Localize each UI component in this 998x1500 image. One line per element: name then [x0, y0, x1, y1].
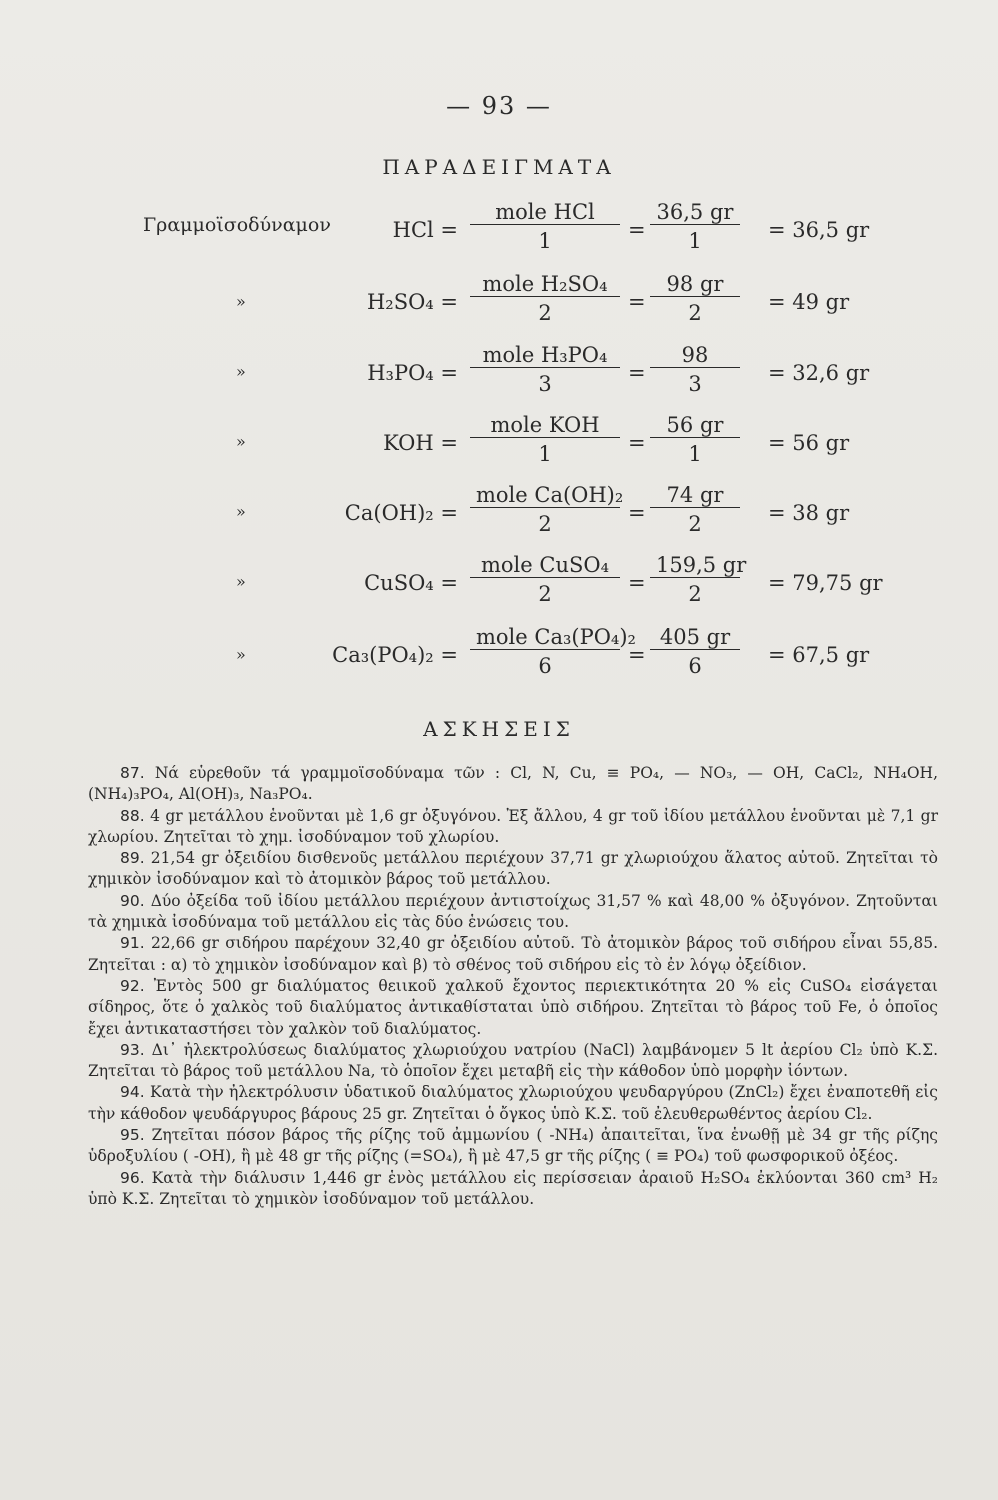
exercise-number: 92. — [120, 976, 145, 995]
section-title-exercises: ΑΣΚΗΣΕΙΣ — [423, 717, 575, 741]
mole-fraction — [470, 625, 636, 678]
equation-result: = 32,6 gr — [768, 361, 870, 385]
fraction-denominator: 1 — [538, 229, 552, 253]
mole-fraction — [470, 413, 620, 466]
exercise-item — [88, 763, 938, 806]
equals-sign: = — [628, 643, 646, 667]
gram-fraction — [650, 200, 740, 253]
equals-sign: = — [628, 431, 646, 455]
gram-fraction — [650, 272, 740, 325]
fraction-denominator: 1 — [688, 229, 702, 253]
fraction-denominator: 2 — [688, 512, 702, 536]
fraction-numerator: 56 gr — [650, 413, 740, 438]
fraction-denominator: 1 — [538, 442, 552, 466]
exercise-text: Νά εὑρεθοῦν τά γραμμοϊσοδύναμα τῶν : Cl, N, Cu, ≡ PO₄, — NO₃, — OH, CaCl₂, NH₄OH, (NH₄)₃PO₄, Al(OH)₃, Na₃PO₄. — [88, 764, 939, 804]
equation-row — [0, 625, 998, 685]
section-title-examples: ΠΑΡΑΔΕΙΓΜΑΤΑ — [382, 155, 616, 179]
fraction-denominator: 2 — [688, 301, 702, 325]
ditto-mark: » — [236, 645, 246, 664]
exercise-number: 96. — [120, 1168, 145, 1187]
equation-lhs: Ca₃(PO₄)₂ = — [332, 643, 458, 667]
equation-lhs: CuSO₄ = — [364, 571, 458, 595]
exercise-number: 91. — [120, 934, 145, 953]
equation-lhs: H₃PO₄ = — [367, 361, 458, 385]
equation-lhs: HCl = — [392, 218, 458, 242]
ditto-mark: » — [236, 572, 246, 591]
equation-result: = 56 gr — [768, 431, 850, 455]
ditto-mark: » — [236, 502, 246, 521]
fraction-numerator: mole Ca₃(PO₄)₂ — [470, 625, 620, 650]
exercise-item — [88, 1125, 938, 1168]
fraction-numerator: 98 — [650, 343, 740, 368]
exercise-list — [88, 763, 938, 1210]
exercise-item — [88, 848, 938, 891]
fraction-denominator: 2 — [688, 582, 702, 606]
mole-fraction — [470, 272, 620, 325]
exercise-number: 87. — [120, 764, 145, 782]
fraction-numerator: mole CuSO₄ — [470, 553, 620, 578]
exercise-text: 22,66 gr σιδήρου παρέχουν 32,40 gr ὀξειδίου αὐτοῦ. Τὸ ἀτομικὸν βάρος τοῦ σιδήρου εἶναι 55,85. Ζητεῖται : α) τὸ χημικὸν ἰσοδύναμον καὶ β) τὸ σθένος τοῦ σιδήρου εἰς τὸ ἐν λόγῳ ὀξείδιον. — [88, 934, 938, 974]
exercise-number: 89. — [120, 849, 145, 868]
mole-fraction — [470, 200, 620, 253]
mole-fraction — [470, 553, 620, 606]
exercise-number: 88. — [120, 806, 145, 825]
exercise-item — [88, 1168, 938, 1211]
equation-row — [0, 553, 998, 613]
gram-fraction — [650, 553, 747, 606]
exercise-text: Ζητεῖται πόσον βάρος τῆς ρίζης τοῦ ἀμμωνίου ( -NH₄) ἀπαιτεῖται, ἵνα ἑνωθῇ μὲ 34 gr τῆς ρίζης ὑδροξυλίου ( -OH), ἢ μὲ 48 gr τῆς ρίζης (=SO₄), ἢ μὲ 47,5 gr τῆς ρίζης ( ≡ PO₄) τοῦ φωσφορικοῦ ὀξέος. — [88, 1126, 938, 1166]
fraction-numerator: 36,5 gr — [650, 200, 740, 225]
exercise-item — [88, 891, 938, 934]
equivalent-label: Γραμμοϊσοδύναμον — [143, 214, 331, 236]
fraction-denominator: 2 — [538, 582, 552, 606]
equation-result: = 36,5 gr — [768, 218, 870, 242]
fraction-numerator: 405 gr — [650, 625, 740, 650]
equation-lhs: Ca(OH)₂ = — [344, 501, 458, 525]
fraction-denominator: 2 — [538, 301, 552, 325]
fraction-denominator: 2 — [538, 512, 552, 536]
fraction-denominator: 3 — [688, 372, 702, 396]
fraction-numerator: 159,5 gr — [650, 553, 740, 578]
fraction-numerator: 98 gr — [650, 272, 740, 297]
exercise-item — [88, 806, 938, 849]
equals-sign: = — [628, 571, 646, 595]
ditto-mark: » — [236, 432, 246, 451]
fraction-denominator: 6 — [538, 654, 552, 678]
fraction-numerator: mole HCl — [470, 200, 620, 225]
gram-fraction — [650, 625, 740, 678]
fraction-numerator: mole KOH — [470, 413, 620, 438]
exercise-text: Δι᾽ ἠλεκτρολύσεως διαλύματος χλωριούχου νατρίου (NaCl) λαμβάνομεν 5 lt ἀερίου Cl₂ ὑπὸ Κ.Σ. Ζητεῖται τὸ βάρος τοῦ μετάλλου Na, τὸ ὁποῖον ἔχει μεταβῆ εἰς τὴν κάθοδον ὑπὸ μορφὴν ἰόντων. — [88, 1040, 938, 1081]
fraction-numerator: mole H₃PO₄ — [470, 343, 620, 368]
exercise-item — [88, 1082, 938, 1125]
ditto-mark: » — [236, 362, 246, 381]
gram-fraction — [650, 343, 740, 396]
exercise-number: 93. — [120, 1040, 145, 1059]
exercise-item — [88, 933, 938, 976]
equals-sign: = — [628, 218, 646, 242]
exercise-number: 90. — [120, 891, 145, 910]
exercise-item — [88, 976, 938, 1040]
equation-result: = 67,5 gr — [768, 643, 870, 667]
exercise-item — [88, 1040, 938, 1083]
equation-row — [0, 200, 998, 260]
fraction-denominator: 1 — [688, 442, 702, 466]
equals-sign: = — [628, 501, 646, 525]
exercise-number: 94. — [120, 1083, 145, 1102]
equation-result: = 79,75 gr — [768, 571, 883, 595]
fraction-numerator: mole Ca(OH)₂ — [470, 483, 620, 508]
exercise-text: 4 gr μετάλλου ἑνοῦνται μὲ 1,6 gr ὀξυγόνου. Ἐξ ἄλλου, 4 gr τοῦ ἰδίου μετάλλου ἑνοῦνται μὲ 7,1 gr χλωρίου. Ζητεῖται τὸ χημ. ἰσοδύναμον τοῦ χλωρίου. — [88, 806, 938, 846]
ditto-mark: » — [236, 292, 246, 311]
exercise-text: Δύο ὀξείδα τοῦ ἰδίου μετάλλου περιέχουν ἀντιστοίχως 31,57 % καὶ 48,00 % ὀξυγόνον. Ζητοῦνται τὰ χημικὰ ἰσοδύναμα τοῦ μετάλλου εἰς τὰς δύο ἑνώσεις του. — [88, 891, 938, 932]
gram-fraction — [650, 413, 740, 466]
equation-row — [0, 483, 998, 543]
fraction-denominator: 3 — [538, 372, 552, 396]
equals-sign: = — [628, 290, 646, 314]
fraction-denominator: 6 — [688, 654, 702, 678]
exercise-text: 21,54 gr ὀξειδίου δισθενοῦς μετάλλου περιέχουν 37,71 gr χλωριούχου ἅλατος αὐτοῦ. Ζητεῖται τὸ χημικὸν ἰσοδύναμον καὶ τὸ ἀτομικὸν βάρος τοῦ μετάλλου. — [88, 849, 938, 889]
exercise-number: 95. — [120, 1126, 145, 1145]
equation-row — [0, 413, 998, 473]
mole-fraction — [470, 343, 620, 396]
equation-result: = 38 gr — [768, 501, 850, 525]
fraction-numerator: mole H₂SO₄ — [470, 272, 620, 297]
exercise-text: Κατὰ τὴν διάλυσιν 1,446 gr ἑνὸς μετάλλου εἰς περίσσειαν ἀραιοῦ H₂SO₄ ἐκλύονται 360 cm³ H₂ ὑπὸ Κ.Σ. Ζητεῖται τὸ χημικὸν ἰσοδύναμον τοῦ μετάλλου. — [88, 1168, 938, 1208]
page-number: — 93 — — [446, 92, 552, 120]
gram-fraction — [650, 483, 740, 536]
equation-lhs: KOH = — [383, 431, 458, 455]
fraction-numerator: 74 gr — [650, 483, 740, 508]
mole-fraction — [470, 483, 624, 536]
exercise-text: Κατὰ τὴν ἠλεκτρόλυσιν ὑδατικοῦ διαλύματος χλωριούχου ψευδαργύρου (ZnCl₂) ἔχει ἐναποτεθῆ εἰς τὴν κάθοδον ψευδάργυρος βάρους 25 gr. Ζητεῖται ὁ ὄγκος ὑπὸ Κ.Σ. τοῦ ἐλευθερωθέντος ἀερίου Cl₂. — [88, 1083, 938, 1123]
exercise-text: Ἐντὸς 500 gr διαλύματος θειικοῦ χαλκοῦ ἔχοντος περιεκτικότητα 20 % εἰς CuSO₄ εἰσάγεται σίδηρος, ὅτε ὁ χαλκὸς τοῦ διαλύματος ἀντικαθίσταται ὑπὸ σιδήρου. Ζητεῖται τὸ βάρος τοῦ Fe, ὁ ὁποῖος ἔχει ἀντικαταστήσει τὸν χαλκὸν τοῦ διαλύματος. — [88, 976, 938, 1038]
equation-row — [0, 272, 998, 332]
equation-lhs: H₂SO₄ = — [366, 290, 458, 314]
equation-result: = 49 gr — [768, 290, 850, 314]
equals-sign: = — [628, 361, 646, 385]
equation-row — [0, 343, 998, 403]
